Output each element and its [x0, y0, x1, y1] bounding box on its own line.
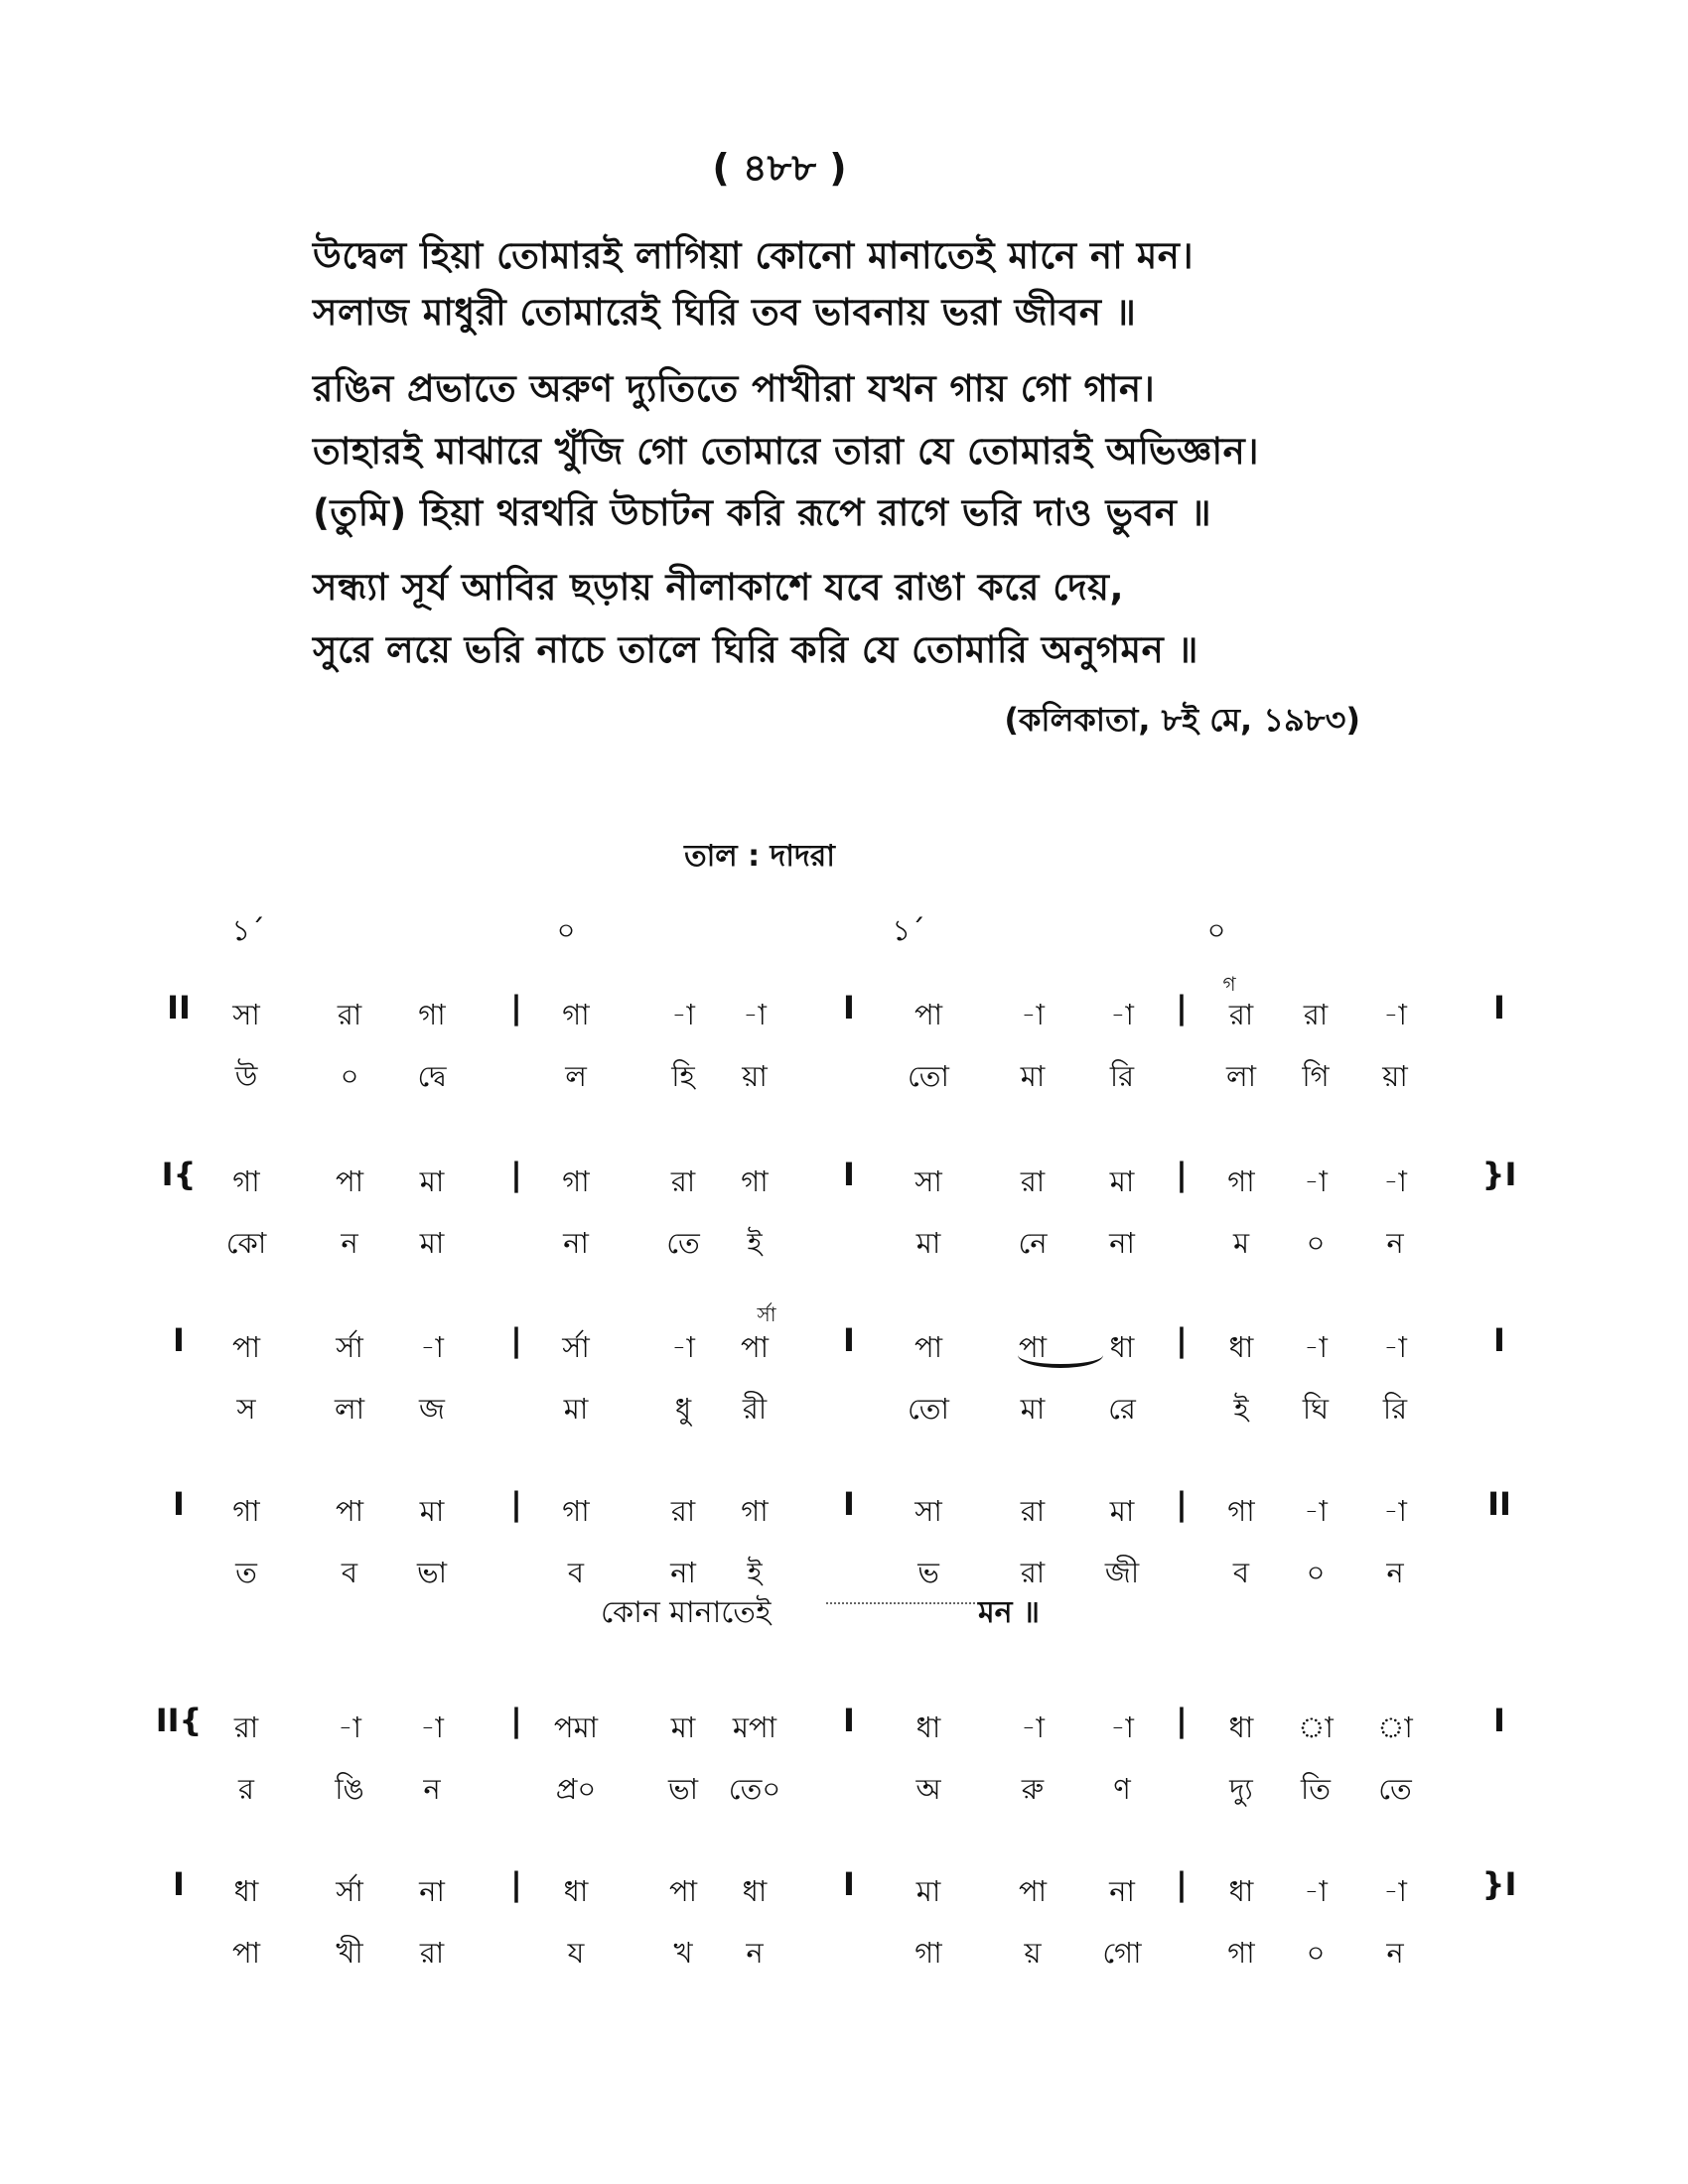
- lyric-syllable: উ: [234, 1059, 258, 1093]
- notation-separator: |: [510, 1156, 522, 1193]
- lyric-syllable: ০: [1306, 1936, 1326, 1970]
- lyric-syllable: ০: [1306, 1556, 1326, 1589]
- note: া: [1298, 1710, 1334, 1744]
- notation-end-bar: I: [1493, 989, 1505, 1026]
- note: সা: [914, 1164, 942, 1198]
- lyric-syllable: রি: [1109, 1059, 1135, 1093]
- note: পা: [1018, 1330, 1048, 1364]
- lyric-syllable: ন: [1386, 1226, 1404, 1260]
- note: রা: [1020, 1494, 1046, 1528]
- lyric-syllable: জী: [1104, 1556, 1140, 1589]
- note: রা: [1303, 998, 1329, 1031]
- lyric-syllable: মা: [563, 1392, 589, 1426]
- note: ধা: [915, 1710, 941, 1744]
- lyric-syllable: ০: [1306, 1226, 1326, 1260]
- notation-separator: |: [1176, 1156, 1188, 1193]
- note: -া: [1383, 998, 1407, 1031]
- lyric-syllable: নে: [1018, 1226, 1048, 1260]
- lyric-syllable: ন: [1386, 1556, 1404, 1589]
- notation-end-bar: }I: [1481, 1156, 1517, 1193]
- note: ধা: [1228, 1330, 1254, 1364]
- notation-start-bar: II: [167, 989, 191, 1026]
- note: পা: [231, 1330, 261, 1364]
- lyric-syllable: কো: [225, 1226, 267, 1260]
- lyric-syllable: তে: [666, 1226, 700, 1260]
- lyric-syllable: প্র০: [555, 1772, 597, 1806]
- lyric-syllable: গা: [1227, 1936, 1255, 1970]
- notation-separator: I: [843, 1865, 855, 1903]
- slur-mark: [1018, 1342, 1103, 1368]
- note: -া: [1110, 998, 1134, 1031]
- lyric-line-6: সন্ধ্যা সূর্য আবির ছড়ায় নীলাকাশে যবে রাঙা করে দেয়,: [313, 566, 1125, 609]
- note: ধা: [1109, 1330, 1135, 1364]
- note: গা: [562, 998, 590, 1031]
- lyric-syllable: ভ: [917, 1556, 939, 1589]
- note: ধা: [233, 1874, 259, 1908]
- lyric-syllable: রে: [1108, 1392, 1136, 1426]
- lyric-syllable: ভা: [667, 1772, 699, 1806]
- note: -া: [1304, 1494, 1328, 1528]
- note: গা: [741, 1494, 769, 1528]
- note: পা: [335, 1164, 364, 1198]
- note: -া: [1383, 1164, 1407, 1198]
- lyric-syllable: মা: [1020, 1059, 1046, 1093]
- lyric-syllable: না: [1109, 1226, 1135, 1260]
- note: -া: [1304, 1874, 1328, 1908]
- refrain-end: মন ॥: [978, 1595, 1040, 1630]
- notation-end-bar: I: [1493, 1702, 1505, 1739]
- notation-separator: |: [1176, 1702, 1188, 1739]
- lyric-syllable: ন: [341, 1226, 358, 1260]
- note: -া: [743, 998, 767, 1031]
- note: -া: [671, 998, 695, 1031]
- notation-separator: |: [510, 1865, 522, 1903]
- notation-separator: |: [1176, 1865, 1188, 1903]
- lyric-syllable: গা: [914, 1936, 942, 1970]
- note: পা: [668, 1874, 698, 1908]
- lyric-syllable: স: [236, 1392, 256, 1426]
- lyric-syllable: রী: [742, 1392, 768, 1426]
- note: পা: [335, 1494, 364, 1528]
- note: -া: [1383, 1330, 1407, 1364]
- notation-separator: I: [843, 1702, 855, 1739]
- notation-separator: |: [510, 1702, 522, 1739]
- note: না: [1109, 1874, 1135, 1908]
- note: পা: [914, 1330, 943, 1364]
- note: রা: [670, 1494, 696, 1528]
- note: মা: [670, 1710, 696, 1744]
- note: -া: [1110, 1710, 1134, 1744]
- lyric-line-1: উদ্বেল হিয়া তোমারই লাগিয়া কোনো মানাতেই মানে না মন।: [313, 234, 1195, 277]
- note: মপা: [732, 1710, 777, 1744]
- lyric-syllable: ধু: [674, 1392, 692, 1426]
- note: র্সা: [562, 1330, 590, 1364]
- lyric-syllable: ম: [1232, 1226, 1250, 1260]
- note: পমা: [553, 1710, 599, 1744]
- note: গা: [232, 1494, 260, 1528]
- lyric-syllable: ণ: [1113, 1772, 1131, 1806]
- lyric-syllable: মা: [1020, 1392, 1046, 1426]
- note: -া: [1383, 1494, 1407, 1528]
- note: পা: [914, 998, 943, 1031]
- lyric-syllable: মা: [915, 1226, 941, 1260]
- lyric-syllable: দ্যু: [1229, 1772, 1253, 1806]
- beat-mark: ১´: [231, 913, 265, 947]
- lyric-syllable: রা: [419, 1936, 445, 1970]
- lyric-syllable: হি: [671, 1059, 695, 1093]
- refrain-text: কোন মানাতেই: [601, 1595, 772, 1630]
- lyric-syllable: ভা: [416, 1556, 448, 1589]
- lyric-syllable: ই: [747, 1556, 763, 1589]
- note: র্সা: [336, 1874, 363, 1908]
- note: সা: [914, 1494, 942, 1528]
- notation-separator: |: [510, 1321, 522, 1359]
- note: া: [1377, 1710, 1413, 1744]
- note: -া: [1304, 1330, 1328, 1364]
- note: মা: [915, 1874, 941, 1908]
- lyric-syllable: তি: [1300, 1772, 1332, 1806]
- note: রা: [1020, 1164, 1046, 1198]
- lyric-syllable: তে: [1378, 1772, 1412, 1806]
- lyric-syllable: জ: [419, 1392, 445, 1426]
- lyric-syllable: ই: [747, 1226, 763, 1260]
- note: গা: [1227, 1494, 1255, 1528]
- note: গা: [562, 1164, 590, 1198]
- beat-mark: ০: [556, 913, 576, 947]
- lyric-syllable: র: [238, 1772, 254, 1806]
- note: সা: [232, 998, 260, 1031]
- notation-separator: |: [1176, 989, 1188, 1026]
- notation-separator: |: [1176, 1321, 1188, 1359]
- notation-separator: |: [510, 989, 522, 1026]
- note: -া: [420, 1710, 444, 1744]
- note: রা: [233, 1710, 259, 1744]
- note: -া: [1383, 1874, 1407, 1908]
- note: পা: [740, 1330, 770, 1364]
- lyric-syllable: লা: [1225, 1059, 1257, 1093]
- lyric-syllable: লা: [334, 1392, 365, 1426]
- notation-end-bar: II: [1487, 1485, 1511, 1523]
- lyric-syllable: ই: [1233, 1392, 1249, 1426]
- note: র্সা: [336, 1330, 363, 1364]
- notation-separator: I: [843, 1321, 855, 1359]
- place-date: (কলিকাতা, ৮ই মে, ১৯৮৩): [1004, 701, 1360, 739]
- note: ধা: [742, 1874, 768, 1908]
- note: গা: [562, 1494, 590, 1528]
- lyric-line-4: তাহারই মাঝারে খুঁজি গো তোমারে তারা যে তোমারই অভিজ্ঞান।: [313, 430, 1259, 473]
- lyric-syllable: অ: [915, 1772, 941, 1806]
- lyric-syllable: য়া: [742, 1059, 768, 1093]
- note: মা: [1109, 1164, 1135, 1198]
- note: রা: [1228, 998, 1254, 1031]
- lyric-syllable: ব: [341, 1556, 358, 1589]
- grace-note: র্সা: [757, 1301, 776, 1326]
- notation-separator: I: [843, 1485, 855, 1523]
- lyric-syllable: ০: [340, 1059, 359, 1093]
- page-number: ( ৪৮৮ ): [712, 146, 847, 190]
- lyric-syllable: তে০: [728, 1772, 781, 1806]
- note: ধা: [563, 1874, 589, 1908]
- note: -া: [338, 1710, 361, 1744]
- note: মা: [419, 1164, 445, 1198]
- note: পা: [1018, 1874, 1048, 1908]
- note: -া: [1021, 998, 1045, 1031]
- note: গা: [1227, 1164, 1255, 1198]
- note: না: [419, 1874, 445, 1908]
- lyric-syllable: খী: [336, 1936, 363, 1970]
- notation-start-bar: I: [173, 1321, 185, 1359]
- lyric-syllable: দ্বে: [417, 1059, 447, 1093]
- lyric-syllable: ব: [1232, 1556, 1250, 1589]
- lyric-syllable: তো: [908, 1059, 949, 1093]
- notation-separator: |: [1176, 1485, 1188, 1523]
- lyric-syllable: ন: [423, 1772, 441, 1806]
- note: -া: [671, 1330, 695, 1364]
- note: রা: [337, 998, 362, 1031]
- note: গা: [418, 998, 446, 1031]
- lyric-syllable: রি: [1382, 1392, 1408, 1426]
- lyric-syllable: য়া: [1382, 1059, 1408, 1093]
- notation-separator: I: [843, 1156, 855, 1193]
- notation-separator: I: [843, 989, 855, 1026]
- lyric-syllable: ত: [235, 1556, 257, 1589]
- note: মা: [1109, 1494, 1135, 1528]
- notation-end-bar: }I: [1481, 1865, 1517, 1903]
- lyric-line-2: সলাজ মাধুরী তোমারেই ঘিরি তব ভাবনায় ভরা জীবন ॥: [313, 291, 1137, 334]
- lyric-syllable: না: [670, 1556, 696, 1589]
- lyric-syllable: খ: [673, 1936, 693, 1970]
- note: -া: [1304, 1164, 1328, 1198]
- notation-start-bar: II{: [155, 1702, 203, 1739]
- note: গা: [741, 1164, 769, 1198]
- lyric-line-5: (তুমি) হিয়া থরথরি উচাটন করি রূপে রাগে ভরি দাও ভুবন ॥: [313, 491, 1212, 534]
- notation-start-bar: I{: [161, 1156, 197, 1193]
- lyric-syllable: রু: [1021, 1772, 1045, 1806]
- lyric-syllable: ন: [746, 1936, 764, 1970]
- lyric-syllable: ল: [565, 1059, 587, 1093]
- lyric-line-3: রঙিন প্রভাতে অরুণ দ্যুতিতে পাখীরা যখন গায় গো গান।: [313, 367, 1156, 410]
- note: গা: [232, 1164, 260, 1198]
- lyric-syllable: ঘি: [1302, 1392, 1330, 1426]
- lyric-syllable: তো: [908, 1392, 949, 1426]
- lyric-syllable: গি: [1302, 1059, 1330, 1093]
- tala-heading: তাল : দাদরা: [684, 839, 835, 874]
- note: -া: [1021, 1710, 1045, 1744]
- lyric-syllable: ব: [567, 1556, 585, 1589]
- note: ধা: [1228, 1710, 1254, 1744]
- notation-end-bar: I: [1493, 1321, 1505, 1359]
- lyric-syllable: ঙি: [335, 1772, 364, 1806]
- ellipsis-dots: [826, 1602, 975, 1604]
- beat-mark: ১´: [892, 913, 925, 947]
- note: রা: [670, 1164, 696, 1198]
- lyric-syllable: পা: [231, 1936, 261, 1970]
- note: মা: [419, 1494, 445, 1528]
- lyric-line-7: সুরে লয়ে ভরি নাচে তালে ঘিরি করি যে তোমারি অনুগমন ॥: [313, 628, 1198, 671]
- lyric-syllable: রা: [1020, 1556, 1046, 1589]
- lyric-syllable: য়: [1024, 1936, 1042, 1970]
- lyric-syllable: গো: [1102, 1936, 1142, 1970]
- notation-separator: |: [510, 1485, 522, 1523]
- lyric-syllable: না: [563, 1226, 589, 1260]
- note: -া: [420, 1330, 444, 1364]
- note: ধা: [1228, 1874, 1254, 1908]
- lyric-syllable: য: [567, 1936, 585, 1970]
- lyric-syllable: মা: [419, 1226, 445, 1260]
- beat-mark: ০: [1206, 913, 1226, 947]
- lyric-syllable: ন: [1386, 1936, 1404, 1970]
- notation-start-bar: I: [173, 1485, 185, 1523]
- notation-start-bar: I: [173, 1865, 185, 1903]
- grace-note: গ: [1222, 971, 1236, 996]
